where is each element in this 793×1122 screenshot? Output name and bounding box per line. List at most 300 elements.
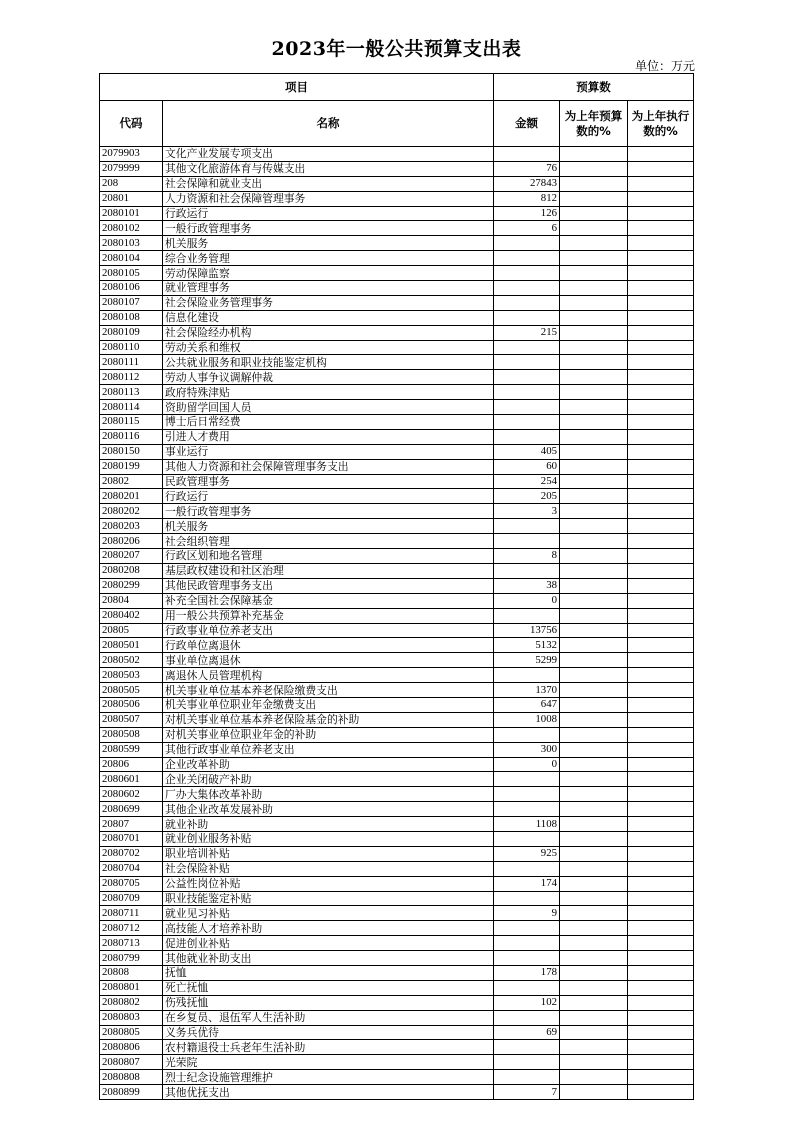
row-pct-prev-exec <box>628 906 694 921</box>
table-row <box>100 712 694 727</box>
row-pct-prev-budget <box>560 1010 628 1025</box>
row-amount: 405 <box>494 444 560 459</box>
row-amount <box>494 385 560 400</box>
row-amount: 925 <box>494 846 560 861</box>
row-amount: 254 <box>494 474 560 489</box>
row-name: 一般行政管理事务 <box>163 504 494 519</box>
row-pct-prev-budget <box>560 266 628 281</box>
row-code: 2080208 <box>100 563 163 578</box>
row-name: 其他民政管理事务支出 <box>163 578 494 593</box>
table-row <box>100 787 694 802</box>
row-code: 208 <box>100 176 163 191</box>
row-pct-prev-budget <box>560 161 628 176</box>
table-row <box>100 474 694 489</box>
row-amount <box>494 1010 560 1025</box>
row-pct-prev-budget <box>560 429 628 444</box>
row-name: 光荣院 <box>163 1055 494 1070</box>
table-row <box>100 995 694 1010</box>
row-code: 2080805 <box>100 1025 163 1040</box>
table-row <box>100 951 694 966</box>
row-code: 2080202 <box>100 504 163 519</box>
row-pct-prev-exec <box>628 936 694 951</box>
row-name: 就业补助 <box>163 817 494 832</box>
row-name: 基层政权建设和社区治理 <box>163 563 494 578</box>
row-name: 机关服务 <box>163 519 494 534</box>
table-row <box>100 608 694 623</box>
row-pct-prev-exec <box>628 1085 694 1100</box>
row-pct-prev-exec <box>628 549 694 564</box>
row-name: 厂办大集体改革补助 <box>163 787 494 802</box>
row-pct-prev-budget <box>560 251 628 266</box>
row-pct-prev-exec <box>628 742 694 757</box>
header-item: 项目 <box>100 74 494 101</box>
row-pct-prev-budget <box>560 519 628 534</box>
row-name: 民政管理事务 <box>163 474 494 489</box>
row-code: 20805 <box>100 623 163 638</box>
row-pct-prev-budget <box>560 906 628 921</box>
row-amount <box>494 563 560 578</box>
row-code: 20802 <box>100 474 163 489</box>
row-code: 2080108 <box>100 310 163 325</box>
table-row <box>100 400 694 415</box>
row-pct-prev-exec <box>628 1010 694 1025</box>
row-pct-prev-exec <box>628 534 694 549</box>
row-code: 2080799 <box>100 951 163 966</box>
row-name: 综合业务管理 <box>163 251 494 266</box>
table-row <box>100 206 694 221</box>
row-name: 其他优抚支出 <box>163 1085 494 1100</box>
row-pct-prev-budget <box>560 787 628 802</box>
row-pct-prev-exec <box>628 831 694 846</box>
row-amount: 1008 <box>494 712 560 727</box>
row-code: 2080602 <box>100 787 163 802</box>
table-row <box>100 191 694 206</box>
row-pct-prev-exec <box>628 697 694 712</box>
row-amount <box>494 519 560 534</box>
row-name: 行政区划和地名管理 <box>163 549 494 564</box>
row-pct-prev-exec <box>628 846 694 861</box>
row-pct-prev-budget <box>560 1085 628 1100</box>
row-amount <box>494 340 560 355</box>
row-pct-prev-exec <box>628 921 694 936</box>
row-name: 公益性岗位补贴 <box>163 876 494 891</box>
table-row <box>100 549 694 564</box>
row-code: 2080599 <box>100 742 163 757</box>
row-code: 2080203 <box>100 519 163 534</box>
row-code: 2080201 <box>100 489 163 504</box>
row-pct-prev-exec <box>628 757 694 772</box>
row-code: 2080709 <box>100 891 163 906</box>
row-pct-prev-exec <box>628 1055 694 1070</box>
row-name: 公共就业服务和职业技能鉴定机构 <box>163 355 494 370</box>
row-pct-prev-exec <box>628 236 694 251</box>
row-amount: 7 <box>494 1085 560 1100</box>
row-code: 2080113 <box>100 385 163 400</box>
row-code: 2080107 <box>100 295 163 310</box>
row-amount <box>494 370 560 385</box>
row-name: 就业创业服务补贴 <box>163 831 494 846</box>
table-row <box>100 161 694 176</box>
row-code: 2080207 <box>100 549 163 564</box>
row-name: 烈士纪念设施管理维护 <box>163 1070 494 1085</box>
row-pct-prev-budget <box>560 757 628 772</box>
row-name: 机关事业单位职业年金缴费支出 <box>163 697 494 712</box>
header-name: 名称 <box>163 101 494 147</box>
row-pct-prev-budget <box>560 1040 628 1055</box>
row-pct-prev-exec <box>628 668 694 683</box>
row-pct-prev-budget <box>560 861 628 876</box>
row-amount: 174 <box>494 876 560 891</box>
row-code: 2080114 <box>100 400 163 415</box>
row-amount <box>494 266 560 281</box>
row-name: 劳动关系和维权 <box>163 340 494 355</box>
row-name: 对机关事业单位职业年金的补助 <box>163 727 494 742</box>
row-name: 抚恤 <box>163 965 494 980</box>
row-pct-prev-exec <box>628 608 694 623</box>
row-pct-prev-budget <box>560 191 628 206</box>
header-pct-prev-budget: 为上年预算数的% <box>560 101 628 147</box>
row-amount <box>494 415 560 430</box>
table-row <box>100 429 694 444</box>
row-pct-prev-exec <box>628 772 694 787</box>
row-code: 2080507 <box>100 712 163 727</box>
row-name: 事业运行 <box>163 444 494 459</box>
budget-expenditure-table <box>99 73 694 1100</box>
row-code: 2080601 <box>100 772 163 787</box>
table-row <box>100 1085 694 1100</box>
row-amount <box>494 236 560 251</box>
row-pct-prev-budget <box>560 236 628 251</box>
table-row <box>100 1010 694 1025</box>
row-pct-prev-budget <box>560 563 628 578</box>
row-name: 在乡复员、退伍军人生活补助 <box>163 1010 494 1025</box>
row-name: 伤残抚恤 <box>163 995 494 1010</box>
row-code: 2080101 <box>100 206 163 221</box>
row-code: 2080206 <box>100 534 163 549</box>
row-code: 2080199 <box>100 459 163 474</box>
row-pct-prev-exec <box>628 295 694 310</box>
row-amount: 13756 <box>494 623 560 638</box>
row-code: 2080803 <box>100 1010 163 1025</box>
table-row <box>100 236 694 251</box>
row-pct-prev-budget <box>560 281 628 296</box>
row-name: 促进创业补贴 <box>163 936 494 951</box>
table-row <box>100 325 694 340</box>
row-name: 义务兵优待 <box>163 1025 494 1040</box>
row-code: 2080110 <box>100 340 163 355</box>
row-amount <box>494 147 560 162</box>
table-row <box>100 980 694 995</box>
row-code: 2080116 <box>100 429 163 444</box>
row-pct-prev-budget <box>560 817 628 832</box>
row-pct-prev-budget <box>560 549 628 564</box>
row-amount: 38 <box>494 578 560 593</box>
row-pct-prev-budget <box>560 668 628 683</box>
row-name: 补充全国社会保障基金 <box>163 593 494 608</box>
row-name: 社会保障和就业支出 <box>163 176 494 191</box>
row-pct-prev-budget <box>560 995 628 1010</box>
row-amount <box>494 295 560 310</box>
row-name: 职业培训补贴 <box>163 846 494 861</box>
table-row <box>100 355 694 370</box>
table-row <box>100 936 694 951</box>
row-amount <box>494 251 560 266</box>
row-amount <box>494 831 560 846</box>
row-pct-prev-budget <box>560 712 628 727</box>
row-amount <box>494 534 560 549</box>
row-pct-prev-budget <box>560 370 628 385</box>
row-pct-prev-budget <box>560 415 628 430</box>
row-name: 行政运行 <box>163 489 494 504</box>
row-amount: 9 <box>494 906 560 921</box>
row-pct-prev-budget <box>560 578 628 593</box>
table-row <box>100 1040 694 1055</box>
row-code: 20806 <box>100 757 163 772</box>
row-pct-prev-budget <box>560 1070 628 1085</box>
row-code: 2080505 <box>100 683 163 698</box>
row-pct-prev-budget <box>560 340 628 355</box>
row-name: 就业见习补贴 <box>163 906 494 921</box>
row-amount <box>494 608 560 623</box>
table-row <box>100 593 694 608</box>
row-pct-prev-exec <box>628 861 694 876</box>
row-amount: 1108 <box>494 817 560 832</box>
table-row <box>100 817 694 832</box>
table-row <box>100 623 694 638</box>
row-pct-prev-exec <box>628 221 694 236</box>
row-code: 2080105 <box>100 266 163 281</box>
row-name: 事业单位离退休 <box>163 653 494 668</box>
row-name: 社会保险补贴 <box>163 861 494 876</box>
row-code: 2080102 <box>100 221 163 236</box>
row-code: 2080713 <box>100 936 163 951</box>
table-row <box>100 385 694 400</box>
row-amount <box>494 281 560 296</box>
row-amount: 1370 <box>494 683 560 698</box>
row-amount: 647 <box>494 697 560 712</box>
row-pct-prev-budget <box>560 623 628 638</box>
row-name: 文化产业发展专项支出 <box>163 147 494 162</box>
row-amount: 178 <box>494 965 560 980</box>
row-amount <box>494 861 560 876</box>
row-code: 2080103 <box>100 236 163 251</box>
row-name: 离退休人员管理机构 <box>163 668 494 683</box>
row-pct-prev-budget <box>560 474 628 489</box>
row-pct-prev-budget <box>560 444 628 459</box>
row-code: 2080506 <box>100 697 163 712</box>
row-name: 政府特殊津贴 <box>163 385 494 400</box>
row-pct-prev-exec <box>628 385 694 400</box>
table-row <box>100 1070 694 1085</box>
table-row <box>100 1055 694 1070</box>
row-amount: 102 <box>494 995 560 1010</box>
row-pct-prev-budget <box>560 831 628 846</box>
row-code: 2080705 <box>100 876 163 891</box>
row-pct-prev-exec <box>628 638 694 653</box>
row-name: 其他文化旅游体育与传媒支出 <box>163 161 494 176</box>
row-name: 其他企业改革发展补助 <box>163 802 494 817</box>
table-row <box>100 534 694 549</box>
row-amount <box>494 787 560 802</box>
row-pct-prev-budget <box>560 504 628 519</box>
row-pct-prev-exec <box>628 593 694 608</box>
table-row <box>100 578 694 593</box>
row-code: 2080808 <box>100 1070 163 1085</box>
row-name: 社会保险经办机构 <box>163 325 494 340</box>
row-code: 20804 <box>100 593 163 608</box>
row-pct-prev-exec <box>628 191 694 206</box>
row-pct-prev-exec <box>628 281 694 296</box>
table-row <box>100 846 694 861</box>
table-row <box>100 281 694 296</box>
row-code: 2080806 <box>100 1040 163 1055</box>
row-pct-prev-budget <box>560 742 628 757</box>
row-pct-prev-exec <box>628 415 694 430</box>
row-pct-prev-exec <box>628 817 694 832</box>
row-pct-prev-exec <box>628 370 694 385</box>
row-code: 2080711 <box>100 906 163 921</box>
row-code: 2080501 <box>100 638 163 653</box>
row-name: 行政运行 <box>163 206 494 221</box>
table-row <box>100 504 694 519</box>
table-row <box>100 251 694 266</box>
row-pct-prev-budget <box>560 846 628 861</box>
row-pct-prev-exec <box>628 474 694 489</box>
row-name: 机关服务 <box>163 236 494 251</box>
row-pct-prev-budget <box>560 876 628 891</box>
row-name: 其他人力资源和社会保障管理事务支出 <box>163 459 494 474</box>
row-pct-prev-budget <box>560 325 628 340</box>
row-name: 死亡抚恤 <box>163 980 494 995</box>
header-budget: 预算数 <box>494 74 694 101</box>
row-code: 2080807 <box>100 1055 163 1070</box>
row-pct-prev-exec <box>628 802 694 817</box>
table-row <box>100 683 694 698</box>
row-pct-prev-exec <box>628 727 694 742</box>
row-pct-prev-budget <box>560 593 628 608</box>
row-name: 就业管理事务 <box>163 281 494 296</box>
row-code: 2079999 <box>100 161 163 176</box>
row-code: 2080508 <box>100 727 163 742</box>
row-pct-prev-budget <box>560 295 628 310</box>
row-name: 机关事业单位基本养老保险缴费支出 <box>163 683 494 698</box>
row-pct-prev-exec <box>628 266 694 281</box>
row-amount <box>494 936 560 951</box>
row-code: 2080802 <box>100 995 163 1010</box>
row-name: 农村籍退役士兵老年生活补助 <box>163 1040 494 1055</box>
row-code: 2080109 <box>100 325 163 340</box>
row-amount: 126 <box>494 206 560 221</box>
row-pct-prev-exec <box>628 504 694 519</box>
row-pct-prev-exec <box>628 980 694 995</box>
table-row <box>100 266 694 281</box>
row-pct-prev-exec <box>628 355 694 370</box>
row-amount: 60 <box>494 459 560 474</box>
row-code: 2080712 <box>100 921 163 936</box>
row-amount <box>494 310 560 325</box>
row-pct-prev-exec <box>628 340 694 355</box>
row-code: 2080503 <box>100 668 163 683</box>
row-pct-prev-exec <box>628 1025 694 1040</box>
table-row <box>100 697 694 712</box>
row-amount <box>494 1040 560 1055</box>
row-pct-prev-budget <box>560 459 628 474</box>
row-pct-prev-exec <box>628 995 694 1010</box>
row-name: 行政单位离退休 <box>163 638 494 653</box>
row-pct-prev-budget <box>560 653 628 668</box>
row-pct-prev-budget <box>560 206 628 221</box>
table-row <box>100 921 694 936</box>
row-code: 2080106 <box>100 281 163 296</box>
row-amount <box>494 668 560 683</box>
table-row <box>100 221 694 236</box>
row-pct-prev-exec <box>628 578 694 593</box>
row-pct-prev-exec <box>628 206 694 221</box>
row-code: 20801 <box>100 191 163 206</box>
table-row <box>100 295 694 310</box>
row-pct-prev-budget <box>560 534 628 549</box>
row-amount: 300 <box>494 742 560 757</box>
table-body <box>100 147 694 1100</box>
row-pct-prev-exec <box>628 161 694 176</box>
row-pct-prev-exec <box>628 683 694 698</box>
row-pct-prev-budget <box>560 965 628 980</box>
row-pct-prev-budget <box>560 638 628 653</box>
table-row <box>100 653 694 668</box>
row-code: 2080801 <box>100 980 163 995</box>
row-pct-prev-budget <box>560 1055 628 1070</box>
row-amount: 8 <box>494 549 560 564</box>
row-amount <box>494 802 560 817</box>
row-name: 引进人才费用 <box>163 429 494 444</box>
row-name: 其他行政事业单位养老支出 <box>163 742 494 757</box>
row-pct-prev-budget <box>560 683 628 698</box>
row-pct-prev-budget <box>560 147 628 162</box>
row-name: 人力资源和社会保障管理事务 <box>163 191 494 206</box>
row-code: 2080112 <box>100 370 163 385</box>
header-code: 代码 <box>100 101 163 147</box>
row-code: 20808 <box>100 965 163 980</box>
row-amount <box>494 429 560 444</box>
row-name: 资助留学回国人员 <box>163 400 494 415</box>
table-row <box>100 176 694 191</box>
row-pct-prev-exec <box>628 876 694 891</box>
table-row <box>100 415 694 430</box>
row-pct-prev-exec <box>628 400 694 415</box>
row-pct-prev-exec <box>628 489 694 504</box>
row-amount <box>494 1055 560 1070</box>
row-code: 2080115 <box>100 415 163 430</box>
row-pct-prev-exec <box>628 310 694 325</box>
row-amount <box>494 921 560 936</box>
row-pct-prev-budget <box>560 727 628 742</box>
table-row <box>100 891 694 906</box>
row-code: 2080704 <box>100 861 163 876</box>
row-code: 2080111 <box>100 355 163 370</box>
row-name: 对机关事业单位基本养老保险基金的补助 <box>163 712 494 727</box>
row-pct-prev-exec <box>628 653 694 668</box>
row-code: 2080899 <box>100 1085 163 1100</box>
page-title: 2023年一般公共预算支出表 <box>271 38 522 60</box>
table-row <box>100 147 694 162</box>
row-pct-prev-budget <box>560 489 628 504</box>
row-pct-prev-exec <box>628 176 694 191</box>
row-pct-prev-exec <box>628 965 694 980</box>
row-name: 信息化建设 <box>163 310 494 325</box>
row-amount: 69 <box>494 1025 560 1040</box>
table-row <box>100 906 694 921</box>
row-name: 劳动人事争议调解仲裁 <box>163 370 494 385</box>
